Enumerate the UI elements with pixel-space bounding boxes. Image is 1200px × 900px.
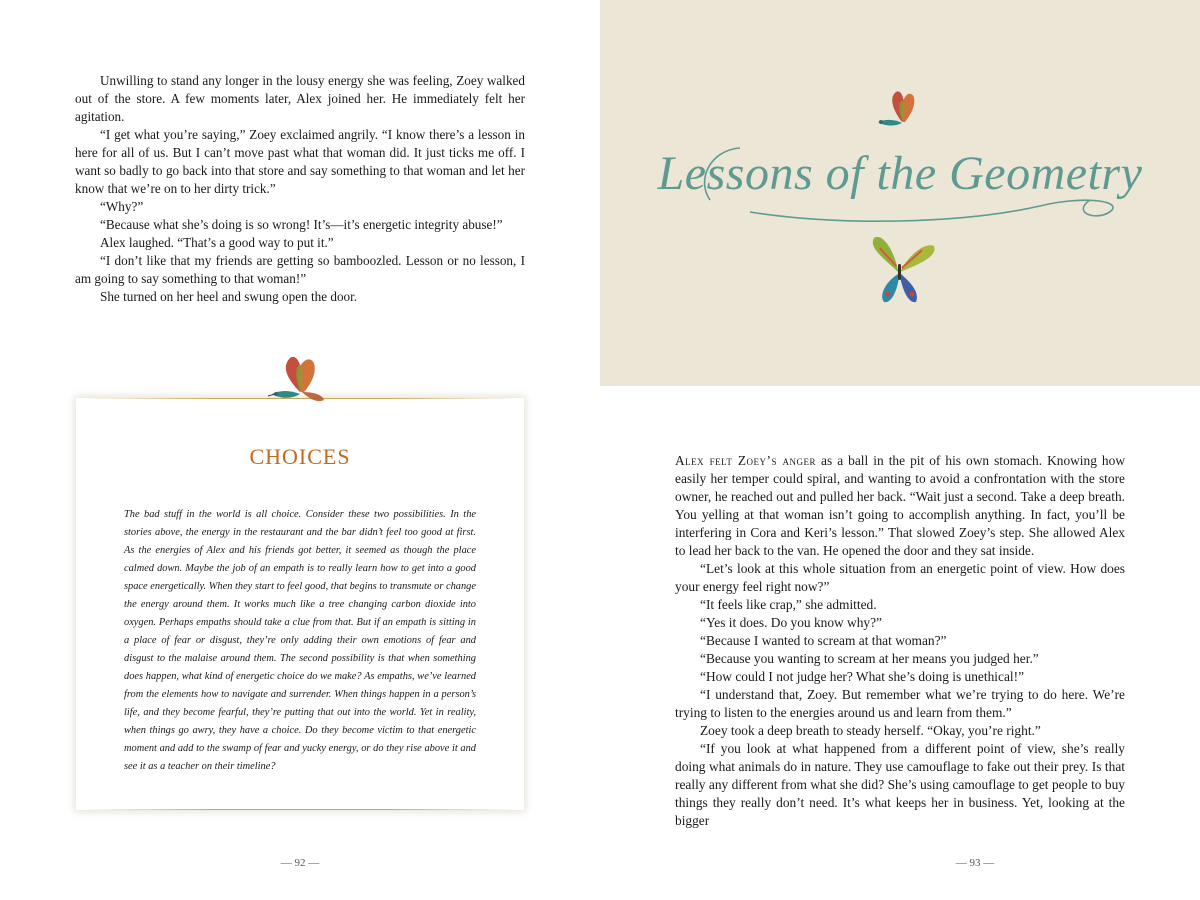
choices-sidebar xyxy=(76,398,524,810)
left-page-text xyxy=(75,72,525,306)
paragraph: “It feels like crap,” she admitted. xyxy=(700,597,877,612)
paragraph: “If you look at what happened from a different point of view, she’s really doing what animals do in nature. They use camouflage to fake out their prey. Is that really any different from what she did? She’s using camouflage to get people to buy things they really don’t need. It’s what keeps her in business. Yet, looking at the bigger xyxy=(675,741,1125,828)
page-number: — 93 — xyxy=(955,857,995,869)
paragraph: “How could I not judge her? What she’s doing is unethical!” xyxy=(700,669,1025,684)
paragraph: “I don’t like that my friends are getting so bamboozled. Lesson or no lesson, I am going to say something to that woman!” xyxy=(75,253,525,286)
sidebar-title: CHOICES xyxy=(249,444,351,469)
opening-smallcaps: Alex felt Zoey’s anger xyxy=(675,453,817,468)
opening-rest: as a ball in the pit of his own stomach. Knowing how easily her temper could spiral, and wanting to avoid a confrontation with the store owner, he reached out and pulled her back. “Wait just a second. Take a deep breath. You yelling at that woman isn’t going to accomplish anything. In fact, you’ll be interfering in Cora and Keri’s lesson.” That slowed Zoey’s step. She allowed Alex to lead her back to the van. He opened the door and they sat inside. xyxy=(675,453,1125,558)
sidebar-text: The bad stuff in the world is all choice. Consider these two possibilities. In the stories above, the energy in the restaurant and the bar didn’t feel too good at first. As the energies of Alex and his friends got better, it seemed as though the place calmed down. Maybe the job of an empath is to really learn how to get into a good space energetically. When they start to feel good, that begins to transmute or change the energy around them. It works much like a tree changing carbon dioxide into oxygen. Perhaps empaths should take a clue from that. But if an empath is sitting in a place of fear or disgust, they’re only adding their own emotions of fear and disgust to the malaise around them. The second possibility is that when something does happen, what kind of energetic choice do we make? As empaths, we’ve learned from the elements how to navigate and surrender. When things happen in a person’s life, and they become fearful, they’re putting that out into the world. Yet in reality, when things go awry, they have a choice. Do they become victim to that energetic moment and add to the swamp of fear and yucky energy, or do they rise above it and see it as a teacher on their timeline? xyxy=(124,509,476,772)
page-number: — 92 — xyxy=(280,857,320,869)
right-page-text xyxy=(675,452,1125,830)
right-page xyxy=(600,0,1200,900)
paragraph: She turned on her heel and swung open the door. xyxy=(100,289,358,304)
chapter-title: Lessons of the Geometry xyxy=(657,147,1143,200)
paragraph: “I understand that, Zoey. But remember what we’re trying to do here. We’re trying to listen to the energies around us and learn from them.” xyxy=(675,687,1125,720)
paragraph: “Yes it does. Do you know why?” xyxy=(700,615,883,630)
paragraph: Alex laughed. “That’s a good way to put it.” xyxy=(100,235,334,250)
paragraph: “I get what you’re saying,” Zoey exclaimed angrily. “I know there’s a lesson in here for all of us. But I can’t move past what that woman did. It just ticks me off. I want so badly to go back into that store and say something to that woman and let her know that we’re on to her dirty trick.” xyxy=(75,127,525,196)
paragraph: “Why?” xyxy=(100,199,144,214)
paragraph: “Let’s look at this whole situation from an energetic point of view. How does your energy feel right now?” xyxy=(675,561,1125,594)
butterfly-icon xyxy=(874,88,924,136)
paragraph: “Because you wanting to scream at her means you judged her.” xyxy=(700,651,1039,666)
opening-paragraph xyxy=(675,452,1125,560)
paragraph: Zoey took a deep breath to steady herself. “Okay, you’re right.” xyxy=(700,723,1041,738)
butterfly-icon xyxy=(266,352,330,412)
paragraph: Unwilling to stand any longer in the lousy energy she was feeling, Zoey walked out of the store. A few moments later, Alex joined her. He immediately felt her agitation. xyxy=(75,73,525,124)
paragraph: “Because I wanted to scream at that woman?” xyxy=(700,633,947,648)
chapter-banner xyxy=(600,0,1200,386)
paragraph: “Because what she’s doing is so wrong! It’s—it’s energetic integrity abuse!” xyxy=(100,217,503,232)
divider xyxy=(82,809,518,810)
butterfly-icon xyxy=(858,230,942,310)
